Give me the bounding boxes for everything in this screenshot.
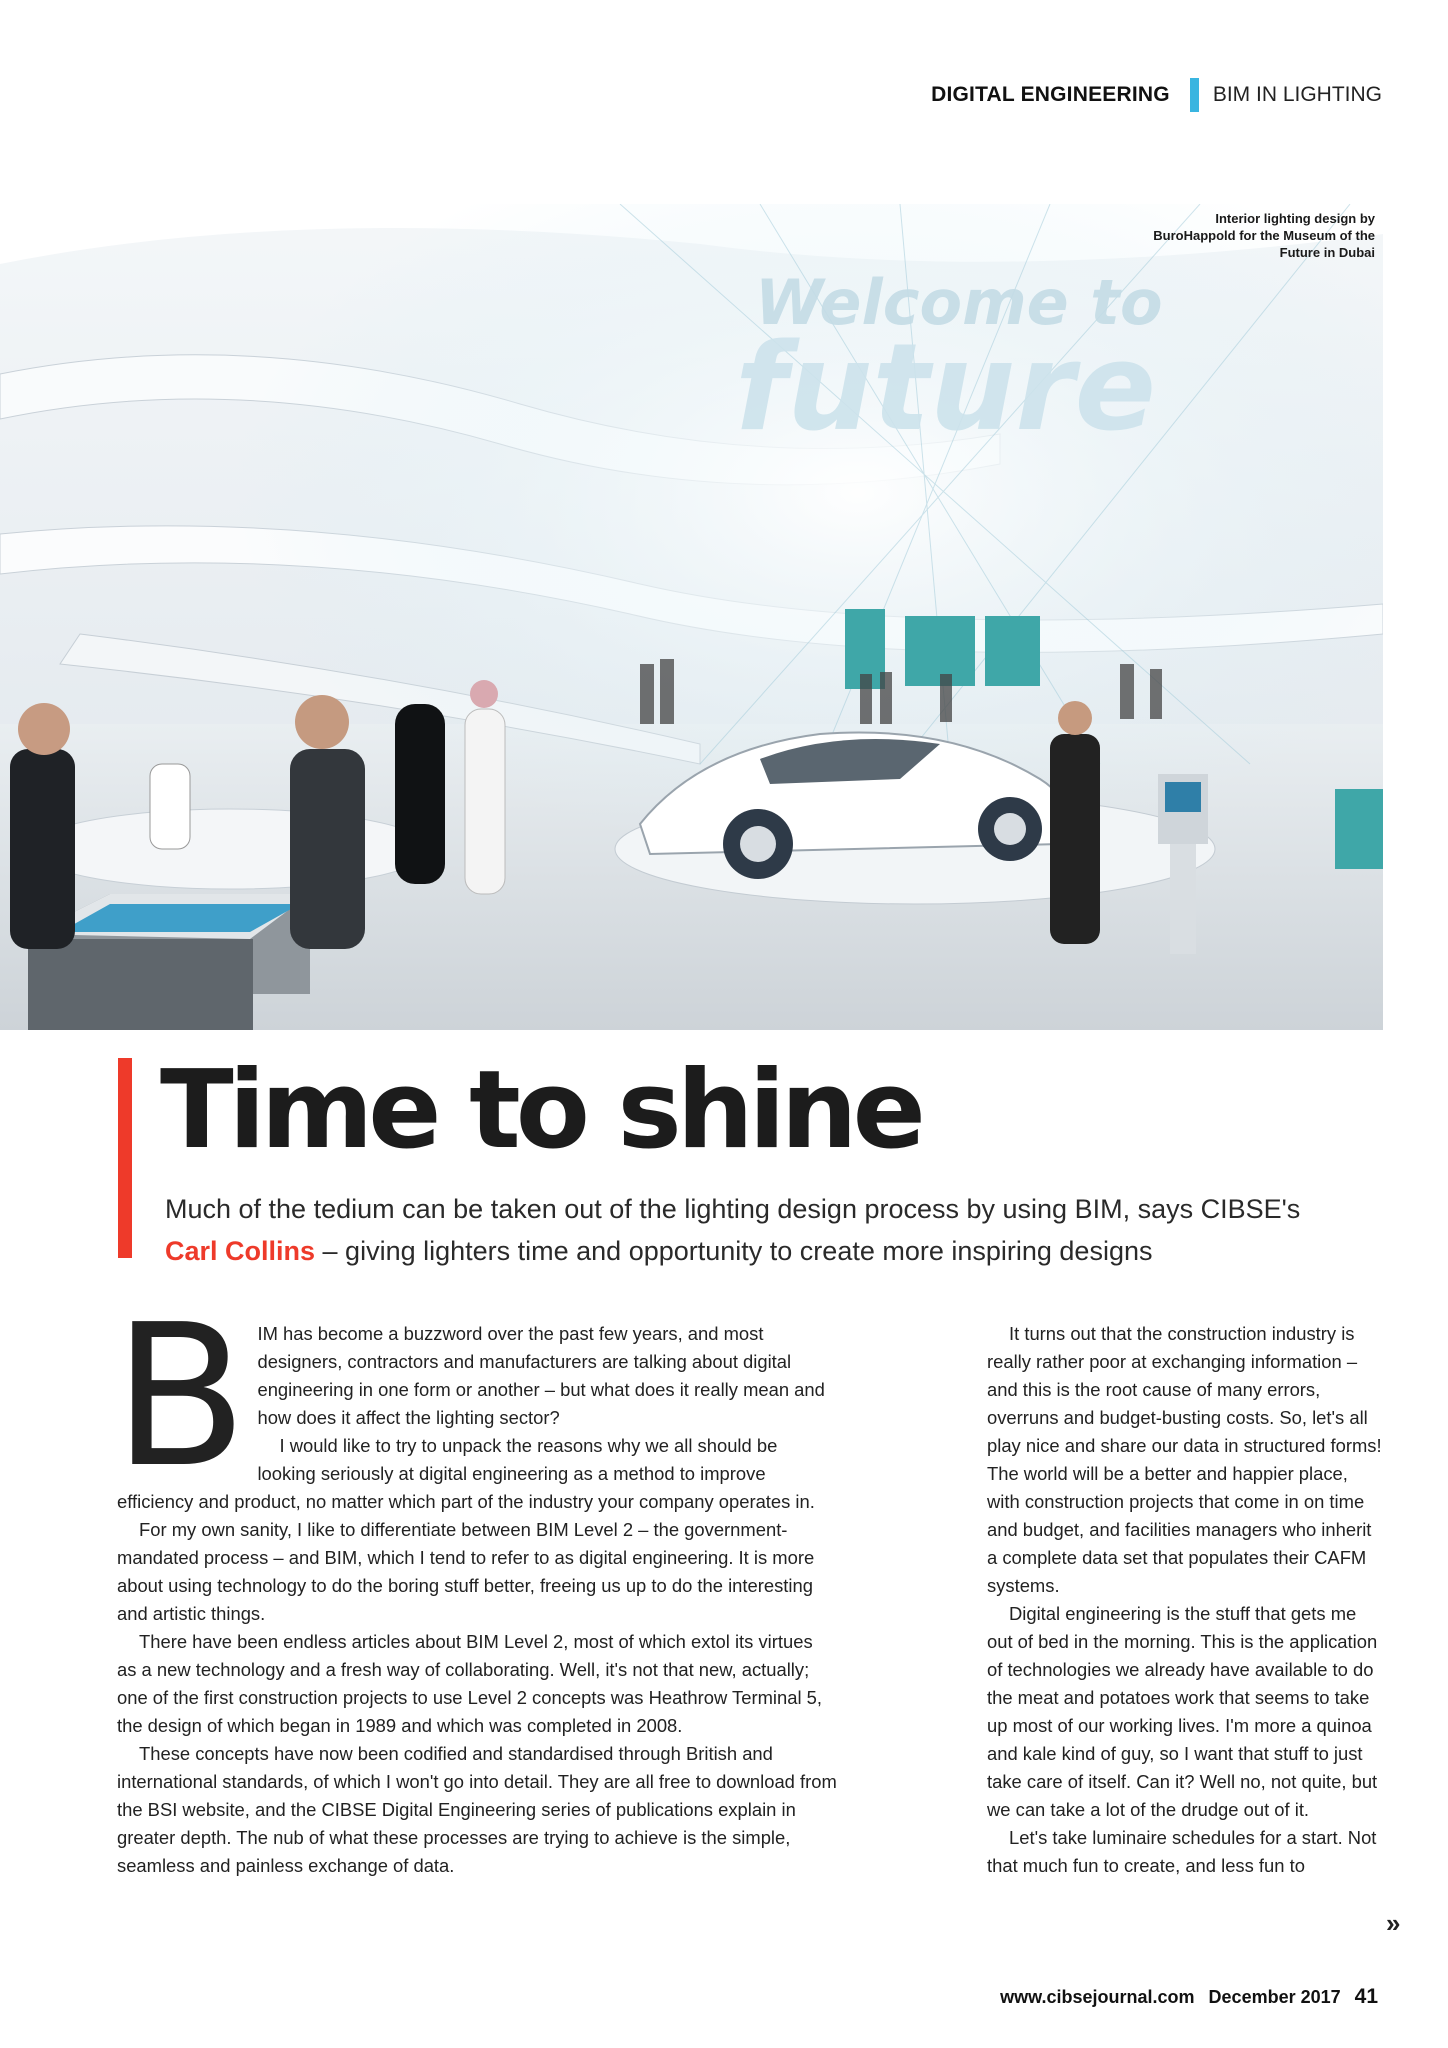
standfirst-text-end: – giving lighters time and opportunity to create more inspiring designs: [315, 1236, 1153, 1266]
paragraph-text: IM has become a buzzword over the past few years, and most designers, contractors and manufacturers are talking about digital engineering in one form or another – but what does it really mean and how does it affect the lighting sector?: [257, 1323, 825, 1428]
wall-text-welcome: Welcome to: [755, 266, 1163, 339]
section-label: DIGITAL ENGINEERING: [931, 83, 1170, 106]
page-number: 41: [1354, 1985, 1378, 2008]
standfirst: [165, 1188, 1315, 1272]
headline-accent-bar: [118, 1058, 132, 1258]
drop-cap: B: [113, 1283, 248, 1511]
museum-interior-illustration: [0, 204, 1383, 1030]
body-column-right: [987, 1320, 1382, 1880]
running-header: [931, 78, 1382, 112]
header-divider: [1190, 78, 1199, 112]
standfirst-text: Much of the tedium can be taken out of the lighting design process by using BIM, says CIBSE's: [165, 1194, 1301, 1224]
footer-date: December 2017: [1208, 1987, 1341, 2007]
topic-label: BIM IN LIGHTING: [1212, 83, 1382, 106]
headline: Time to shine: [160, 1048, 921, 1173]
hero-photo: [0, 204, 1383, 1030]
footer-url: www.cibsejournal.com: [1000, 1987, 1195, 2007]
photo-caption: Interior lighting design by BuroHappold for the Museum of the Future in Dubai: [1153, 211, 1375, 260]
continue-arrow-icon: »: [1386, 1908, 1401, 1938]
body-column-left: [113, 1283, 837, 1880]
wall-text-future: future: [735, 319, 1156, 458]
body-paragraph: For my own sanity, I like to differentiate between BIM Level 2 – the government-mandated process – and BIM, which I tend to refer to as digital engineering. It is more about using technology to do the boring stuff better, freeing us up to do the interesting and artistic things.: [117, 1519, 815, 1624]
body-paragraph: Let's take luminaire schedules for a start. Not that much fun to create, and less fun to: [987, 1827, 1377, 1876]
author-name: Carl Collins: [165, 1236, 316, 1266]
body-paragraph: There have been endless articles about BIM Level 2, most of which extol its virtues as a new technology and a fresh way of collaborating. Well, it's not that new, actually; one of the first construction projects to use Level 2 concepts was Heathrow Terminal 5, the design of which began in 1989 and which was completed in 2008.: [117, 1631, 822, 1736]
body-paragraph: Digital engineering is the stuff that gets me out of bed in the morning. This is the application of technologies we already have available to do the meat and potatoes work that seems to take up most of our working lives. I'm more a quinoa and kale kind of guy, so I want that stuff to just take care of itself. Can it? Well no, not quite, but we can take a lot of the drudge out of it.: [987, 1603, 1378, 1820]
body-paragraph: These concepts have now been codified and standardised through British and international standards, of which I won't go into detail. They are all free to download from the BSI website, and the CIBSE Digital Engineering series of publications explain in greater depth. The nub of what these processes are trying to achieve is the simple, seamless and painless exchange of data.: [117, 1743, 837, 1876]
body-paragraph: I would like to try to unpack the reasons why we all should be looking seriously at digital engineering as a method to improve efficiency and product, no matter which part of the industry your company operates in.: [117, 1435, 815, 1512]
body-paragraph: It turns out that the construction industry is really rather poor at exchanging information – and this is the root cause of many errors, overruns and budget-busting costs. So, let's all play nice and share our data in structured forms! The world will be a better and happier place, with construction projects that come in on time and budget, and facilities managers who inherit a complete data set that populates their CAFM systems.: [987, 1323, 1382, 1596]
page-footer: [1000, 1985, 1378, 2009]
